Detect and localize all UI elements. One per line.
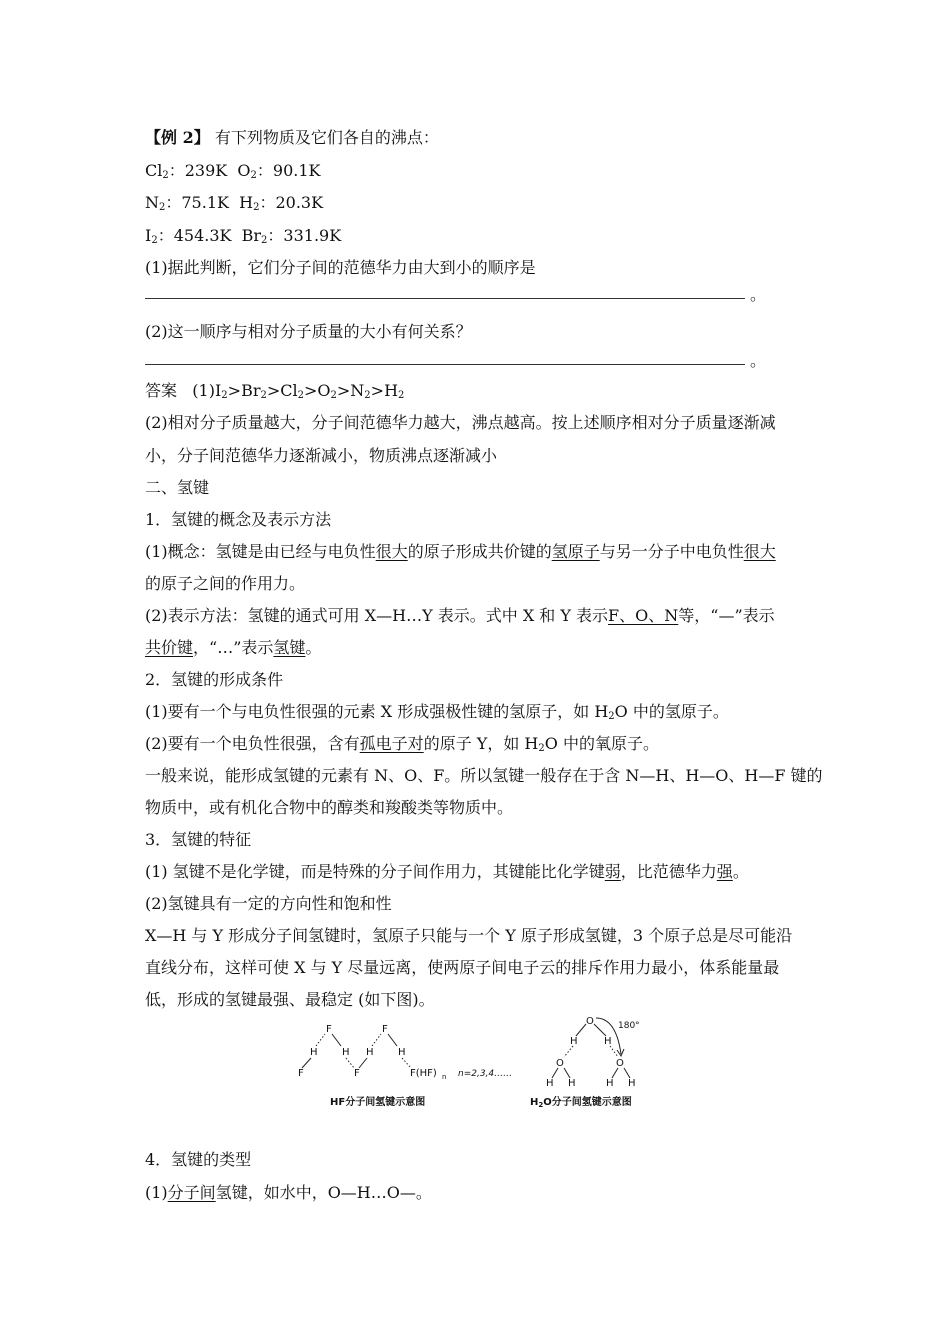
formula-h: H (239, 193, 254, 212)
text: O 中的氧原子。 (544, 734, 659, 753)
subscript: 2 (608, 711, 615, 722)
underlined-term: 分子间 (167, 1183, 216, 1202)
h2o-atom: H (546, 1078, 554, 1089)
underlined-term: 氢键 (273, 638, 306, 657)
hf-bond (302, 1058, 311, 1068)
value-i: ：454.3K (157, 226, 232, 245)
subscript: 2 (162, 170, 169, 181)
general-line-2: 物质中，或有机化合物中的醇类和羧酸类等物质中。 (145, 798, 514, 817)
hf-bond (359, 1058, 367, 1068)
hf-atom: F (326, 1024, 332, 1035)
hf-subscript-n: n (442, 1073, 447, 1081)
notation-line-1 (145, 606, 815, 626)
hf-caption: HF分子间氢键示意图 (330, 1097, 426, 1108)
text: ，比范德华力 (620, 862, 717, 881)
feature-detail-1: X—H 与 Y 形成分子间氢键时，氢原子只能与一个 Y 原子形成氢键，3 个原子总是尽可能沿 (145, 926, 793, 945)
feature-2: (2)氢键具有一定的方向性和饱和性 (145, 894, 392, 913)
hf-atom: H (310, 1047, 318, 1058)
subscript: 2 (364, 390, 371, 401)
value-cl: ：239K (168, 161, 228, 180)
h2o-bond (612, 1068, 618, 1078)
text: (1) (145, 1183, 168, 1202)
formula-cl: Cl (145, 161, 163, 180)
subscript: 2 (398, 390, 405, 401)
answer-blank-1[interactable] (145, 298, 745, 299)
boiling-row-1 (145, 161, 815, 181)
text: 与另一分子中电负性 (599, 542, 744, 561)
hydrogen-bond-figure (290, 1012, 660, 1112)
subscript: 2 (538, 743, 545, 754)
text: (1) 氢键不是化学键，而是特殊的分子间作用力，其键能比化学键 (145, 862, 605, 881)
underlined-term: 很大 (375, 542, 408, 561)
h2o-atom: O (586, 1016, 594, 1027)
h2o-caption: $H_2O$分子间氢键示意图 (530, 1097, 632, 1109)
period: 。 (750, 351, 767, 370)
feature-detail-3: 低，形成的氢键最强、最稳定 (如下图)。 (145, 990, 435, 1009)
condition-1 (145, 702, 815, 722)
subscript: 2 (330, 390, 337, 401)
boiling-row-3 (145, 226, 815, 246)
hydrogen-bond-diagram (290, 1012, 660, 1112)
underlined-term: 氢原子 (551, 542, 600, 561)
hf-bond (332, 1034, 341, 1046)
h2o-atom: H (606, 1078, 614, 1089)
condition-2 (145, 734, 815, 754)
hf-bond (388, 1034, 397, 1046)
subsection-4-title: 4．氢键的类型 (145, 1150, 252, 1169)
feature-detail-2: 直线分布，这样可使 X 与 Y 尽量远离，使两原子间电子云的排斥作用力最小，体系能量最 (145, 958, 780, 977)
text: 的原子形成共价键的 (407, 542, 552, 561)
feature-1 (145, 862, 815, 882)
h2o-atom: O (556, 1058, 564, 1069)
text: (1)概念：氢键是由已经与电负性 (145, 542, 376, 561)
h2o-hbond (610, 1046, 618, 1057)
hf-hbond (346, 1058, 354, 1068)
answer-2-line-1: (2)相对分子质量越大，分子间范德华力越大，沸点越高。按上述顺序相对分子质量逐渐减 (145, 413, 776, 432)
text: (2)要有一个电负性很强，含有 (145, 734, 360, 753)
hf-range: n=2,3,4…… (458, 1069, 513, 1079)
text: 的原子 Y，如 H (423, 734, 539, 753)
h2o-atom: H (568, 1078, 576, 1089)
example-tag: 【例 2】 (145, 128, 210, 147)
seq-part: >Cl (266, 381, 298, 400)
subsection-1-title: 1．氢键的概念及表示方法 (145, 510, 332, 529)
general-line-1: 一般来说，能形成氢键的元素有 N、O、F。所以氢键一般存在于含 N—H、H—O、H—F 键的 (145, 766, 823, 785)
boiling-row-2 (145, 193, 815, 213)
h2o-bond (564, 1068, 570, 1078)
h2o-atom: H (628, 1078, 636, 1089)
subsection-2-title: 2．氢键的形成条件 (145, 670, 284, 689)
text: 。 (305, 638, 322, 657)
seq-part: >H (370, 381, 399, 400)
subscript: 2 (261, 235, 268, 246)
answer-2-line-2: 小，分子间范德华力逐渐减小，物质沸点逐渐减小 (145, 446, 498, 465)
hf-chain-diagram (298, 1024, 512, 1108)
h2o-bond (552, 1068, 558, 1078)
h2o-bond (576, 1024, 586, 1036)
text: (1)要有一个与电负性很强的元素 X 形成强极性键的氢原子，如 H (145, 702, 609, 721)
answer-label: 答案 (145, 381, 178, 400)
h2o-hbond (564, 1046, 573, 1057)
h2o-atom: H (570, 1036, 578, 1047)
text: O 中的氢原子。 (614, 702, 729, 721)
formula-o: O (237, 161, 251, 180)
value-o: ：90.1K (256, 161, 321, 180)
answer-line-1 (145, 381, 815, 401)
subscript: 2 (260, 390, 267, 401)
h2o-bond (624, 1068, 630, 1078)
period: 。 (750, 285, 767, 304)
subscript: 2 (151, 235, 158, 246)
underlined-term: 孤电子对 (359, 734, 424, 753)
h2o-atom: O (616, 1058, 624, 1069)
section-title: 二、氢键 (145, 478, 210, 497)
value-br: ：331.9K (267, 226, 342, 245)
example-heading (145, 128, 815, 148)
text: 。 (732, 862, 749, 881)
subscript: 2 (297, 390, 304, 401)
value-h: ：20.3K (259, 193, 324, 212)
type-1 (145, 1183, 815, 1203)
hf-atom: F (298, 1068, 304, 1079)
example-intro: 有下列物质及它们各自的沸点： (214, 128, 439, 147)
seq-part: >Br (227, 381, 261, 400)
answer-prefix: (1) (192, 381, 215, 400)
question-1: (1)据此判断，它们分子间的范德华力由大到小的顺序是 (145, 258, 536, 277)
text: 氢键，如水中，O—H…O—。 (215, 1183, 432, 1202)
seq-part: >O (303, 381, 331, 400)
underlined-term: 强 (716, 862, 733, 881)
question-2: (2)这一顺序与相对分子质量的大小有何关系？ (145, 322, 472, 341)
subscript: 2 (221, 390, 228, 401)
underlined-term: 弱 (604, 862, 621, 881)
subsection-3-title: 3．氢键的特征 (145, 830, 252, 849)
hf-hbond (372, 1034, 381, 1046)
formula-n: N (145, 193, 159, 212)
hf-hbond (402, 1058, 411, 1068)
hf-atom: H (366, 1047, 374, 1058)
notation-line-2 (145, 638, 815, 658)
angle-label: 180° (618, 1021, 640, 1031)
text: ，“…”表示 (193, 638, 274, 657)
concept-line-1 (145, 542, 815, 562)
seq-part: >N (336, 381, 365, 400)
h2o-diagram (530, 1016, 640, 1109)
underlined-term: F、O、N (608, 606, 679, 625)
underlined-term: 共价键 (145, 638, 194, 657)
seq-part: I (214, 381, 222, 400)
concept-line-2: 的原子之间的作用力。 (145, 574, 306, 593)
subscript: 2 (250, 170, 257, 181)
answer-blank-2[interactable] (145, 364, 745, 365)
hf-atom: H (398, 1047, 406, 1058)
hf-atom: F (382, 1024, 388, 1035)
underlined-term: 很大 (743, 542, 776, 561)
text: 等，“—”表示 (678, 606, 775, 625)
text: (2)表示方法：氢键的通式可用 X—H…Y 表示。式中 X 和 Y 表示 (145, 606, 609, 625)
hf-hbond (316, 1034, 325, 1046)
h2o-bond (594, 1024, 606, 1036)
h2o-atom: H (604, 1036, 612, 1047)
hf-atom: H (342, 1047, 350, 1058)
value-n: ：75.1K (165, 193, 229, 212)
hf-atom: F(HF) (410, 1068, 437, 1079)
hf-atom: F (354, 1068, 360, 1079)
subscript: 2 (159, 202, 166, 213)
formula-br: Br (241, 226, 262, 245)
formula-i: I (145, 226, 152, 245)
subscript: 2 (253, 202, 260, 213)
